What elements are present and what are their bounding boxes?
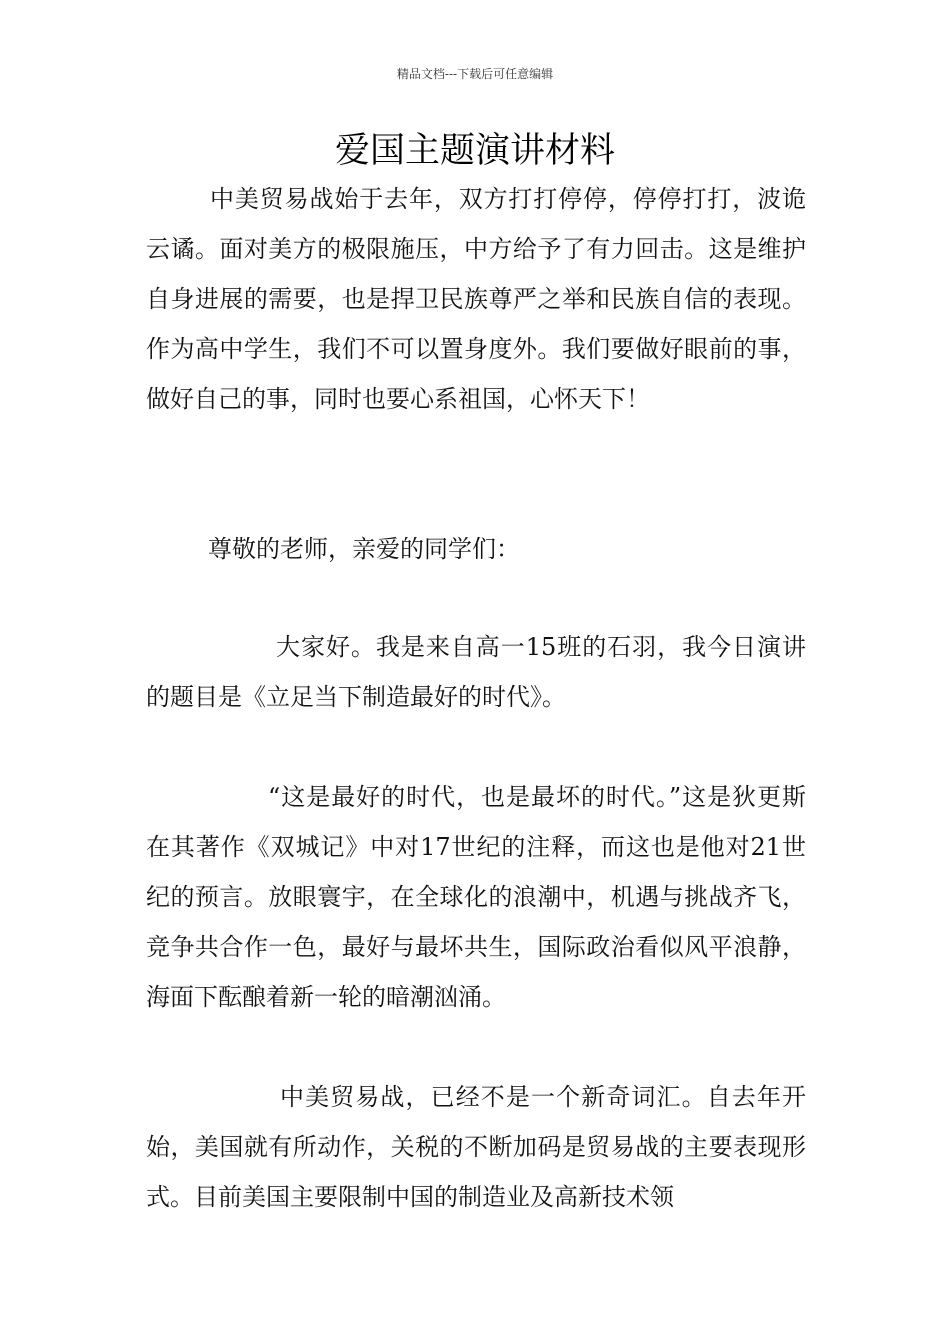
paragraph-greeting: 大家好。我是来自高一15班的石羽，我今日演讲的题目是《立足当下制造最好的时代》。 xyxy=(146,633,806,711)
paragraph-trade-war: 中美贸易战，已经不是一个新奇词汇。自去年开始，美国就有所动作，关税的不断加码是贸易战的主要表现形式。目前美国主要限制中国的制造业及高新技术领 xyxy=(146,1083,806,1211)
paragraph-intro: 中美贸易战始于去年，双方打打停停，停停打打，波诡云谲。面对美方的极限施压，中方给予了有力回击。这是维护自身进展的需要，也是捍卫民族尊严之举和民族自信的表现。作为高中学生，我们不可以置身度外。我们要做好眼前的事，做好自己的事，同时也要心系祖国，心怀天下！ xyxy=(146,185,806,413)
header-note: 精品文档---下载后可任意编辑 xyxy=(396,67,554,81)
paragraph-quote: “这是最好的时代，也是最坏的时代。”这是狄更斯在其著作《双城记》中对17世纪的注释，而这也是他对21世纪的预言。放眼寰宇，在全球化的浪潮中，机遇与挑战齐飞，竞争共合作一色，最好与最坏共生，国际政治看似风平浪静，海面下酝酿着新一轮的暗潮汹涌。 xyxy=(146,783,806,1011)
paragraph-salutation: 尊敬的老师，亲爱的同学们： xyxy=(208,535,520,563)
document-title: 爱国主题演讲材料 xyxy=(334,131,615,171)
